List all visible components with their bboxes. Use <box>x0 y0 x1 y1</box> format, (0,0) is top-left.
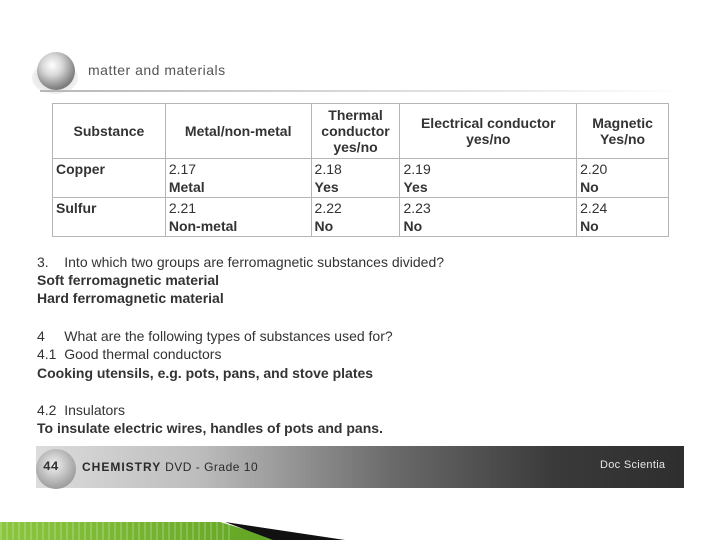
cell-thermal: 2.22 No <box>311 198 400 237</box>
cell-thermal: 2.18 Yes <box>311 159 400 198</box>
header-orb-icon <box>37 52 75 90</box>
question-3: 3. Into which two groups are ferromagnetic substances divided? <box>37 254 445 270</box>
table-row <box>53 159 669 198</box>
col-header-magnetic: Magnetic Yes/no <box>577 104 669 159</box>
cell-metal: 2.21 Non-metal <box>165 198 311 237</box>
cell-magnetic: 2.20 No <box>577 159 669 198</box>
answer-3-line-1: Soft ferromagnetic material <box>37 272 220 288</box>
table-row <box>53 198 669 237</box>
cell-metal: 2.17 Metal <box>165 159 311 198</box>
col-header-thermal: Thermal conductor yes/no <box>311 104 400 159</box>
page-number: 44 <box>43 459 59 474</box>
footer-title: CHEMISTRY DVD - Grade 10 <box>82 460 259 474</box>
question-4-1: 4.1 Good thermal conductors <box>37 346 222 362</box>
section-title: matter and materials <box>88 62 226 78</box>
footer-brand: Doc Scientia <box>600 459 666 471</box>
cell-electrical: 2.23 No <box>400 198 577 237</box>
bottom-ribbon-stripes <box>0 522 230 540</box>
header-divider <box>40 90 685 92</box>
answer-4-2: To insulate electric wires, handles of pots and pans. <box>37 420 383 436</box>
table-header-row <box>53 104 669 159</box>
col-header-substance: Substance <box>53 104 166 159</box>
cell-substance-name: Copper <box>53 159 166 198</box>
properties-table <box>52 103 669 237</box>
question-4: 4 What are the following types of substances used for? <box>37 328 393 344</box>
answer-4-1: Cooking utensils, e.g. pots, pans, and stove plates <box>37 365 374 381</box>
answer-3-line-2: Hard ferromagnetic material <box>37 290 224 306</box>
cell-magnetic: 2.24 No <box>577 198 669 237</box>
cell-substance-name: Sulfur <box>53 198 166 237</box>
col-header-metal: Metal/non-metal <box>165 104 311 159</box>
question-4-2: 4.2 Insulators <box>37 402 125 418</box>
col-header-electrical: Electrical conductor yes/no <box>400 104 577 159</box>
cell-electrical: 2.19 Yes <box>400 159 577 198</box>
